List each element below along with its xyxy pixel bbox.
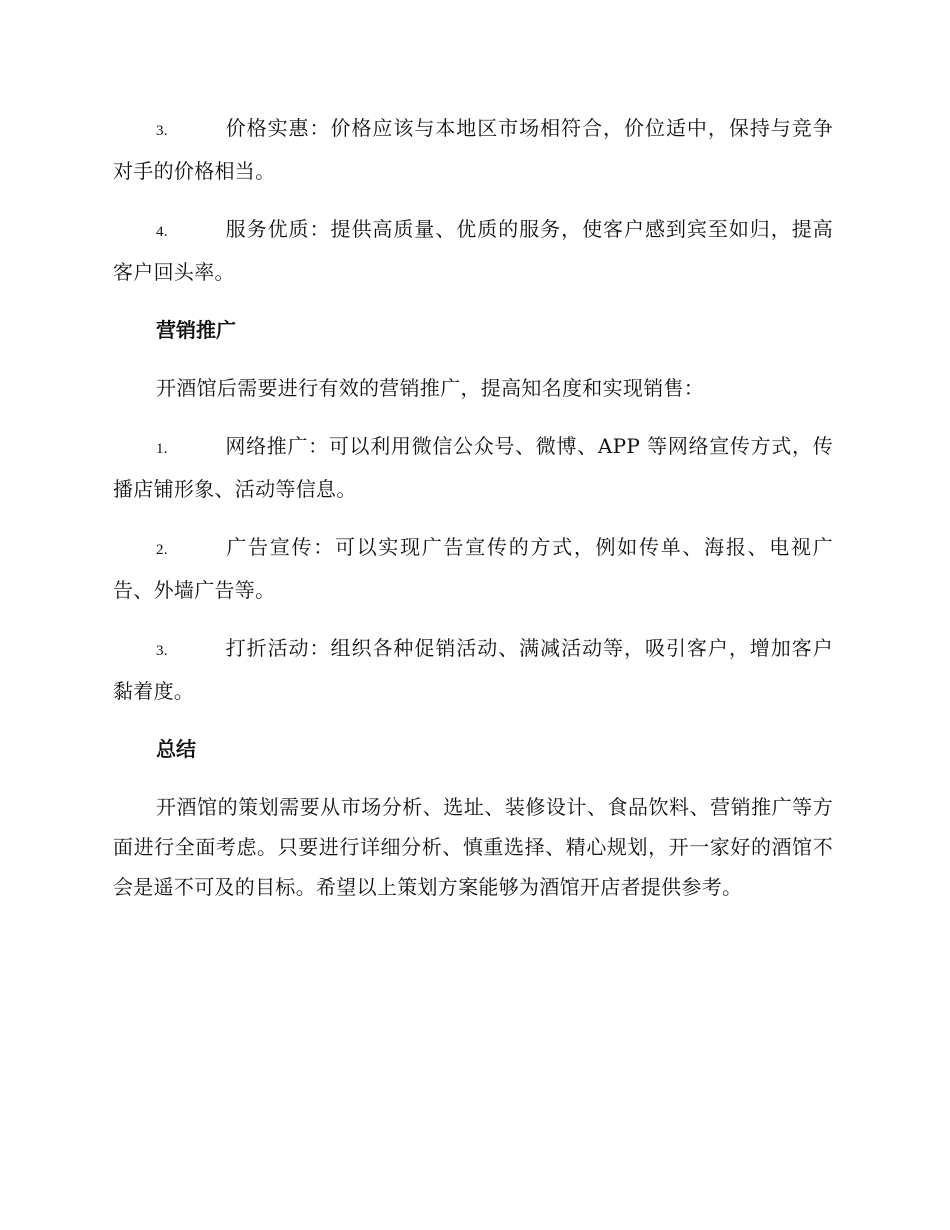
list-number: 4. (156, 224, 168, 240)
list-number: 2. (156, 542, 168, 558)
list-item-online (113, 426, 833, 509)
list-item-price (113, 108, 833, 191)
section-heading-summary: 总结 (156, 737, 196, 761)
list-item-discount (113, 628, 833, 711)
document-body (113, 108, 833, 925)
list-number: 3. (156, 643, 168, 659)
section-heading-marketing: 营销推广 (156, 318, 236, 342)
summary-paragraph: 开酒馆的策划需要从市场分析、选址、装修设计、食品饮料、营销推广等方面进行全面考虑。只要进行详细分析、慎重选择、精心规划，开一家好的酒馆不会是遥不可及的目标。希望以上策划方案能够为酒馆开店者提供参考。 (113, 795, 833, 899)
list-text: 网络推广：可以利用微信公众号、微博、APP 等网络宣传方式，传播店铺形象、活动等信息。 (113, 434, 833, 501)
marketing-intro-paragraph: 开酒馆后需要进行有效的营销推广，提高知名度和实现销售： (156, 376, 705, 400)
list-text: 广告宣传：可以实现广告宣传的方式，例如传单、海报、电视广告、外墙广告等。 (113, 535, 833, 602)
list-text: 打折活动：组织各种促销活动、满减活动等，吸引客户，增加客户黏着度。 (113, 636, 833, 703)
list-item-service (113, 209, 833, 292)
list-item-advertising (113, 527, 833, 610)
list-text: 价格实惠：价格应该与本地区市场相符合，价位适中，保持与竞争对手的价格相当。 (113, 116, 833, 183)
list-text: 服务优质：提供高质量、优质的服务，使客户感到宾至如归，提高客户回头率。 (113, 217, 833, 284)
list-number: 1. (156, 441, 168, 457)
list-number: 3. (156, 123, 168, 139)
